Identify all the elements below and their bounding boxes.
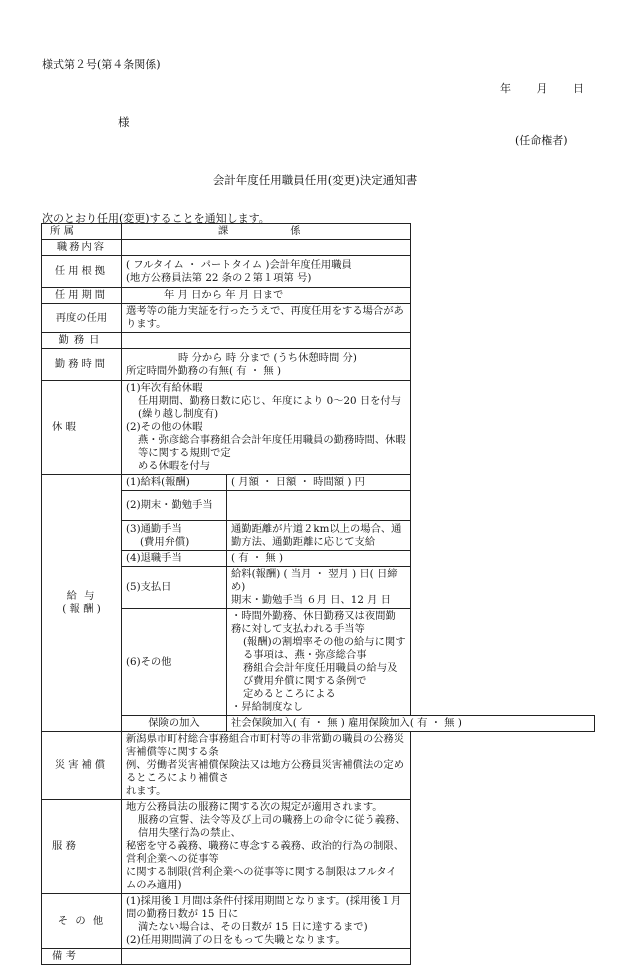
notification-table [41, 223, 595, 965]
commute-value: 通勤距離が片道２km以上の場合、通勤方法、通勤距離に応じて支給 [227, 521, 411, 551]
hours-value: 時 分から 時 分まで (うち休憩時間 分) 所定時間外勤務の有無( 有 ・ 無 ) [122, 349, 411, 381]
workdays-value [122, 333, 411, 349]
insurance-value: 社会保険加入( 有 ・ 無 ) 雇用保険加入( 有 ・ 無 ) [227, 716, 595, 732]
duties-label: 職務内容 [42, 240, 122, 256]
bonus-value [227, 491, 411, 521]
disaster-value: 新潟県市町村総合事務組合市町村等の非常勤の職員の公務災害補償等に関する条 例、労働者災害補償保険法又は地方公務員災害補償法の定めるところにより補償さ れます。 [122, 732, 411, 800]
addressee-suffix: 様 [118, 115, 130, 129]
affiliation-label: 所 属 [42, 224, 122, 240]
issue-date: 年 月 日 [500, 82, 584, 95]
remarks-value [122, 949, 411, 965]
payday-value: 給料(報酬) ( 当月 ・ 翌月 ) 日( 日締め) 期末・勤勉手当 ６月 日、12 月 日 [227, 567, 411, 609]
appointing-authority: (任命権者) [515, 134, 568, 147]
affiliation-value: 課 係 [122, 224, 411, 240]
payday-label: (5)支払日 [122, 567, 227, 609]
form-number: 様式第２号(第４条関係) [42, 58, 161, 71]
pay-other-label: (6)その他 [122, 609, 227, 716]
other-label: そ の 他 [42, 894, 122, 949]
insurance-label: 保険の加入 [122, 716, 227, 732]
document-title: 会計年度任用職員任用(変更)決定通知書 [212, 173, 418, 187]
basis-label: 任用根拠 [42, 256, 122, 288]
retirement-label: (4)退職手当 [122, 551, 227, 567]
reappoint-value: 選考等の能力実証を行ったうえで、再度任用をする場合があります。 [122, 304, 411, 333]
commute-label: (3)通勤手当 (費用弁償) [122, 521, 227, 551]
intro-text: 次のとおり任用(変更)することを通知します。 [42, 212, 270, 225]
salary-label: (1)給料(報酬) [122, 475, 227, 491]
pay-label: 給 与 ( 報 酬 ) [42, 475, 122, 732]
basis-value: ( フルタイム ・ パートタイム )会計年度任用職員 (地方公務員法第 22 条の２第１項第 号) [122, 256, 411, 288]
service-label: 服 務 [42, 800, 122, 894]
disaster-label: 災害補償 [42, 732, 122, 800]
pay-other-value: ・時間外勤務、休日勤務又は夜間勤務に対して支払われる手当等 (報酬)の割増率その他の給与に関する事項は、燕・弥彦総合事 務組合会計年度任用職員の給与及び費用弁償に関する条例で 定めるところによる ・昇給制度なし [227, 609, 411, 716]
reappoint-label: 再度の任用 [42, 304, 122, 333]
period-label: 任用期間 [42, 288, 122, 304]
leave-label: 休 暇 [42, 381, 122, 475]
period-value: 年 月 日から 年 月 日まで [122, 288, 411, 304]
workdays-label: 勤務日 [42, 333, 122, 349]
salary-value: ( 月額 ・ 日額 ・ 時間額 ) 円 [227, 475, 411, 491]
retirement-value: ( 有 ・ 無 ) [227, 551, 411, 567]
duties-value [122, 240, 411, 256]
remarks-label: 備 考 [42, 949, 122, 965]
other-value: (1)採用後１月間は条件付採用期間となります。(採用後１月間の勤務日数が 15 日に 満たない場合は、その日数が 15 日に達するまで) (2)任用期間満了の日をもって失職となります。 [122, 894, 411, 949]
leave-value: (1)年次有給休暇 任用期間、勤務日数に応じ、年度により 0～20 日を付与(繰り越し制度有) (2)その他の休暇 燕・弥彦総合事務組合会計年度任用職員の勤務時間、休暇等に関する規則で定 める休暇を付与 [122, 381, 411, 475]
bonus-label: (2)期末・勤勉手当 [122, 491, 227, 521]
service-value: 地方公務員法の服務に関する次の規定が適用されます。 服務の宣誓、法令等及び上司の職務上の命令に従う義務、信用失墜行為の禁止、 秘密を守る義務、職務に専念する義務、政治的行為の制限、営利企業への従事等 に関する制限(営利企業への従事等に関する制限はフルタイムのみ適用) [122, 800, 411, 894]
hours-label: 勤務時間 [42, 349, 122, 381]
